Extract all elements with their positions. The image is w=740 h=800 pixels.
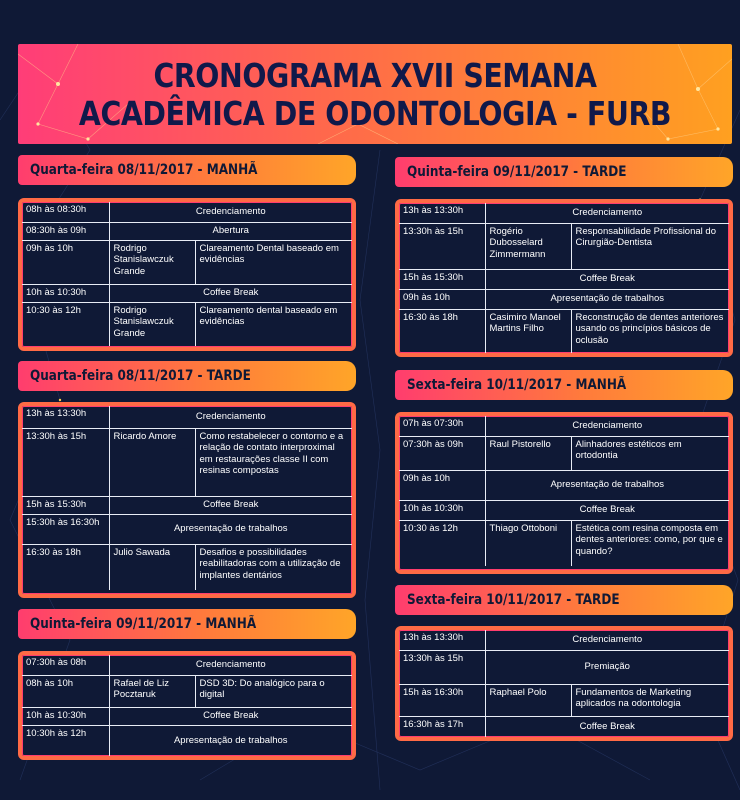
activity-cell: Apresentação de trabalhos [485, 289, 729, 309]
time-cell: 10h às 10:30h [399, 500, 485, 520]
activity-cell: Credenciamento [485, 630, 729, 650]
topic-cell: Responsabilidade Profissional do Cirurgião-Dentista [571, 223, 729, 269]
table-row [399, 650, 729, 684]
time-cell: 16:30 às 18h [399, 309, 485, 353]
table-row [399, 684, 729, 716]
activity-cell: Apresentação de trabalhos [485, 470, 729, 500]
section-header-sexta-manha: Sexta-feira 10/11/2017 - MANHÃ [395, 370, 733, 400]
activity-cell: Coffee Break [485, 716, 729, 737]
speaker-cell: Rafael de Liz Pocztaruk [109, 675, 195, 707]
table-row [22, 302, 352, 346]
table-row [22, 496, 352, 514]
time-cell: 08h às 08:30h [22, 202, 109, 222]
speaker-cell: Raphael Polo [485, 684, 571, 716]
activity-cell: Credenciamento [485, 203, 729, 223]
topic-cell: Alinhadores estéticos em ortodontia [571, 436, 729, 470]
topic-cell: DSD 3D: Do analógico para o digital [195, 675, 352, 707]
time-cell: 15h às 15:30h [22, 496, 109, 514]
speaker-cell: Rodrigo Stanislawczuk Grande [109, 240, 195, 284]
time-cell: 13h às 13:30h [399, 203, 485, 223]
table-row [399, 309, 729, 353]
title-line-1: CRONOGRAMA XVII SEMANA [153, 56, 597, 95]
table-row [399, 630, 729, 650]
activity-cell: Coffee Break [109, 707, 352, 725]
topic-cell: Clareamento Dental baseado em evidências [195, 240, 352, 284]
topic-cell: Reconstrução de dentes anteriores usando os princípios básicos de oclusão [571, 309, 729, 353]
section-header-quarta-manha: Quarta-feira 08/11/2017 - MANHÃ [18, 155, 356, 185]
table-row [22, 240, 352, 284]
activity-cell: Coffee Break [109, 496, 352, 514]
speaker-cell: Thiago Ottoboni [485, 520, 571, 566]
table-row [22, 222, 352, 240]
time-cell: 09h às 10h [399, 289, 485, 309]
activity-cell: Apresentação de trabalhos [109, 514, 352, 544]
speaker-cell: Raul Pistorello [485, 436, 571, 470]
time-cell: 10h às 10:30h [22, 284, 109, 302]
table-row [22, 655, 352, 675]
table-row [22, 707, 352, 725]
activity-cell: Credenciamento [109, 202, 352, 222]
section-header-quarta-tarde: Quarta-feira 08/11/2017 - TARDE [18, 361, 356, 391]
table-row [399, 436, 729, 470]
time-cell: 13:30h às 15h [22, 428, 109, 496]
table-row [22, 202, 352, 222]
table-row [399, 289, 729, 309]
activity-cell: Abertura [109, 222, 352, 240]
table-row [399, 203, 729, 223]
time-cell: 10:30 às 12h [399, 520, 485, 566]
table-row [22, 544, 352, 590]
speaker-cell: Rogério Dubosselard Zimmermann [485, 223, 571, 269]
activity-cell: Coffee Break [485, 500, 729, 520]
time-cell: 13h às 13:30h [399, 630, 485, 650]
time-cell: 15:30h às 16:30h [22, 514, 109, 544]
table-row [399, 500, 729, 520]
activity-cell: Premiação [485, 650, 729, 684]
activity-cell: Coffee Break [485, 269, 729, 289]
time-cell: 08h às 10h [22, 675, 109, 707]
table-row [399, 716, 729, 737]
time-cell: 16:30h às 17h [399, 716, 485, 737]
schedule-table-quarta-tarde [18, 402, 356, 598]
schedule-table-sexta-manha [395, 412, 733, 574]
activity-cell: Credenciamento [109, 406, 352, 428]
schedule-table-sexta-tarde [395, 626, 733, 741]
table-row [22, 406, 352, 428]
table-row [399, 269, 729, 289]
table-row [22, 675, 352, 707]
time-cell: 13h às 13:30h [22, 406, 109, 428]
schedule-table-quinta-tarde [395, 199, 733, 357]
table-row [22, 284, 352, 302]
speaker-cell: Julio Sawada [109, 544, 195, 590]
time-cell: 15h às 15:30h [399, 269, 485, 289]
time-cell: 15h às 16:30h [399, 684, 485, 716]
activity-cell: Apresentação de trabalhos [109, 725, 352, 756]
speaker-cell: Rodrigo Stanislawczuk Grande [109, 302, 195, 346]
time-cell: 09h às 10h [22, 240, 109, 284]
speaker-cell: Casimiro Manoel Martins Filho [485, 309, 571, 353]
title-banner [18, 44, 732, 144]
section-header-sexta-tarde: Sexta-feira 10/11/2017 - TARDE [395, 585, 733, 615]
time-cell: 08:30h às 09h [22, 222, 109, 240]
time-cell: 07h às 07:30h [399, 416, 485, 436]
time-cell: 10h às 10:30h [22, 707, 109, 725]
time-cell: 09h às 10h [399, 470, 485, 500]
title-line-2: ACADÊMICA DE ODONTOLOGIA - FURB [78, 94, 672, 133]
time-cell: 07:30h às 08h [22, 655, 109, 675]
table-row [399, 416, 729, 436]
schedule-table-quarta-manha [18, 198, 356, 351]
section-header-quinta-tarde: Quinta-feira 09/11/2017 - TARDE [395, 157, 733, 187]
activity-cell: Coffee Break [109, 284, 352, 302]
table-row [22, 725, 352, 756]
table-row [399, 223, 729, 269]
table-row [22, 514, 352, 544]
table-row [399, 520, 729, 566]
activity-cell: Credenciamento [485, 416, 729, 436]
time-cell: 10:30h às 12h [22, 725, 109, 756]
section-header-quinta-manha: Quinta-feira 09/11/2017 - MANHÃ [18, 609, 356, 639]
topic-cell: Fundamentos de Marketing aplicados na odontologia [571, 684, 729, 716]
time-cell: 16:30 às 18h [22, 544, 109, 590]
time-cell: 10:30 às 12h [22, 302, 109, 346]
table-row [22, 428, 352, 496]
topic-cell: Estética com resina composta em dentes anteriores: como, por que e quando? [571, 520, 729, 566]
speaker-cell: Ricardo Amore [109, 428, 195, 496]
topic-cell: Desafios e possibilidades reabilitadoras com a utilização de implantes dentários [195, 544, 352, 590]
topic-cell: Clareamento dental baseado em evidências [195, 302, 352, 346]
activity-cell: Credenciamento [109, 655, 352, 675]
topic-cell: Como restabelecer o contorno e a relação de contato interproximal em restaurações classe II com resinas compostas [195, 428, 352, 496]
table-row [399, 470, 729, 500]
schedule-table-quinta-manha [18, 651, 356, 760]
time-cell: 13:30h às 15h [399, 223, 485, 269]
time-cell: 13:30h às 15h [399, 650, 485, 684]
time-cell: 07:30h às 09h [399, 436, 485, 470]
